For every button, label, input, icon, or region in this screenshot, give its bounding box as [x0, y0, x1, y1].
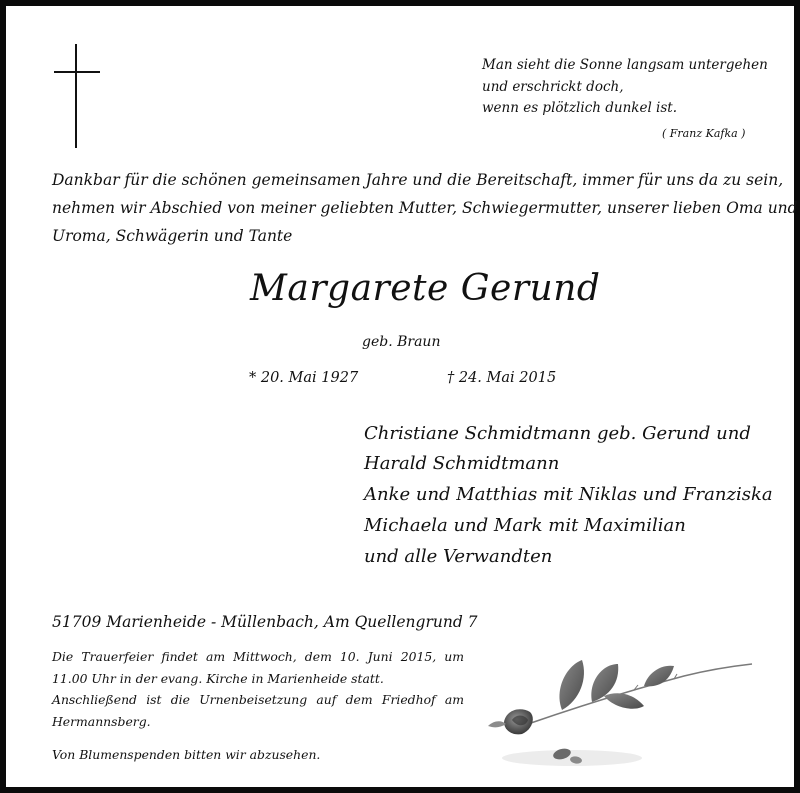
quote-line: wenn es plötzlich dunkel ist.	[482, 100, 678, 116]
flowers-note: Von Blumenspenden bitten wir abzusehen.	[52, 747, 321, 762]
maiden-name: geb. Braun	[362, 334, 441, 350]
death-date: † 24. Mai 2015	[447, 370, 557, 386]
service-line: Anschließend ist die Urnenbeisetzung auf dem Friedhof am	[52, 692, 464, 707]
mourner-line: Harald Schmidtmann	[364, 453, 560, 474]
service-info	[52, 646, 464, 732]
intro-line: nehmen wir Abschied von meiner geliebten Mutter, Schwiegermutter, unserer lieben Oma und	[52, 199, 798, 217]
mourner-line: Michaela und Mark mit Maximilian	[364, 515, 686, 536]
service-line: Hermannsberg.	[52, 713, 151, 729]
service-line: 11.00 Uhr in der evang. Kirche in Marienheide statt.	[52, 670, 384, 686]
service-line: Die Trauerfeier findet am Mittwoch, dem 10. Juni 2015, um	[52, 649, 464, 664]
quote-line: und erschrickt doch,	[482, 78, 624, 95]
intro-line: Uroma, Schwägerin und Tante	[52, 227, 293, 245]
kafka-quote	[482, 55, 772, 140]
family-address: 51709 Marienheide - Müllenbach, Am Quellengrund 7	[52, 613, 478, 631]
birth-date: * 20. Mai 1927	[249, 370, 359, 386]
quote-author: ( Franz Kafka )	[662, 127, 746, 140]
cross-icon	[54, 44, 100, 148]
deceased-name: Margarete Gerund	[250, 268, 601, 309]
quote-line: Man sieht die Sonne langsam untergehen	[482, 57, 768, 73]
intro-line: Dankbar für die schönen gemeinsamen Jahre und die Bereitschaft, immer für uns da zu sein,	[52, 171, 784, 189]
mourners-list	[364, 418, 773, 572]
mourner-line: Anke und Matthias mit Niklas und Franziska	[364, 484, 773, 505]
mourner-line: und alle Verwandten	[364, 546, 553, 567]
mourner-line: Christiane Schmidtmann geb. Gerund und	[364, 423, 751, 444]
rose-image	[484, 650, 758, 778]
intro-text	[52, 166, 798, 250]
